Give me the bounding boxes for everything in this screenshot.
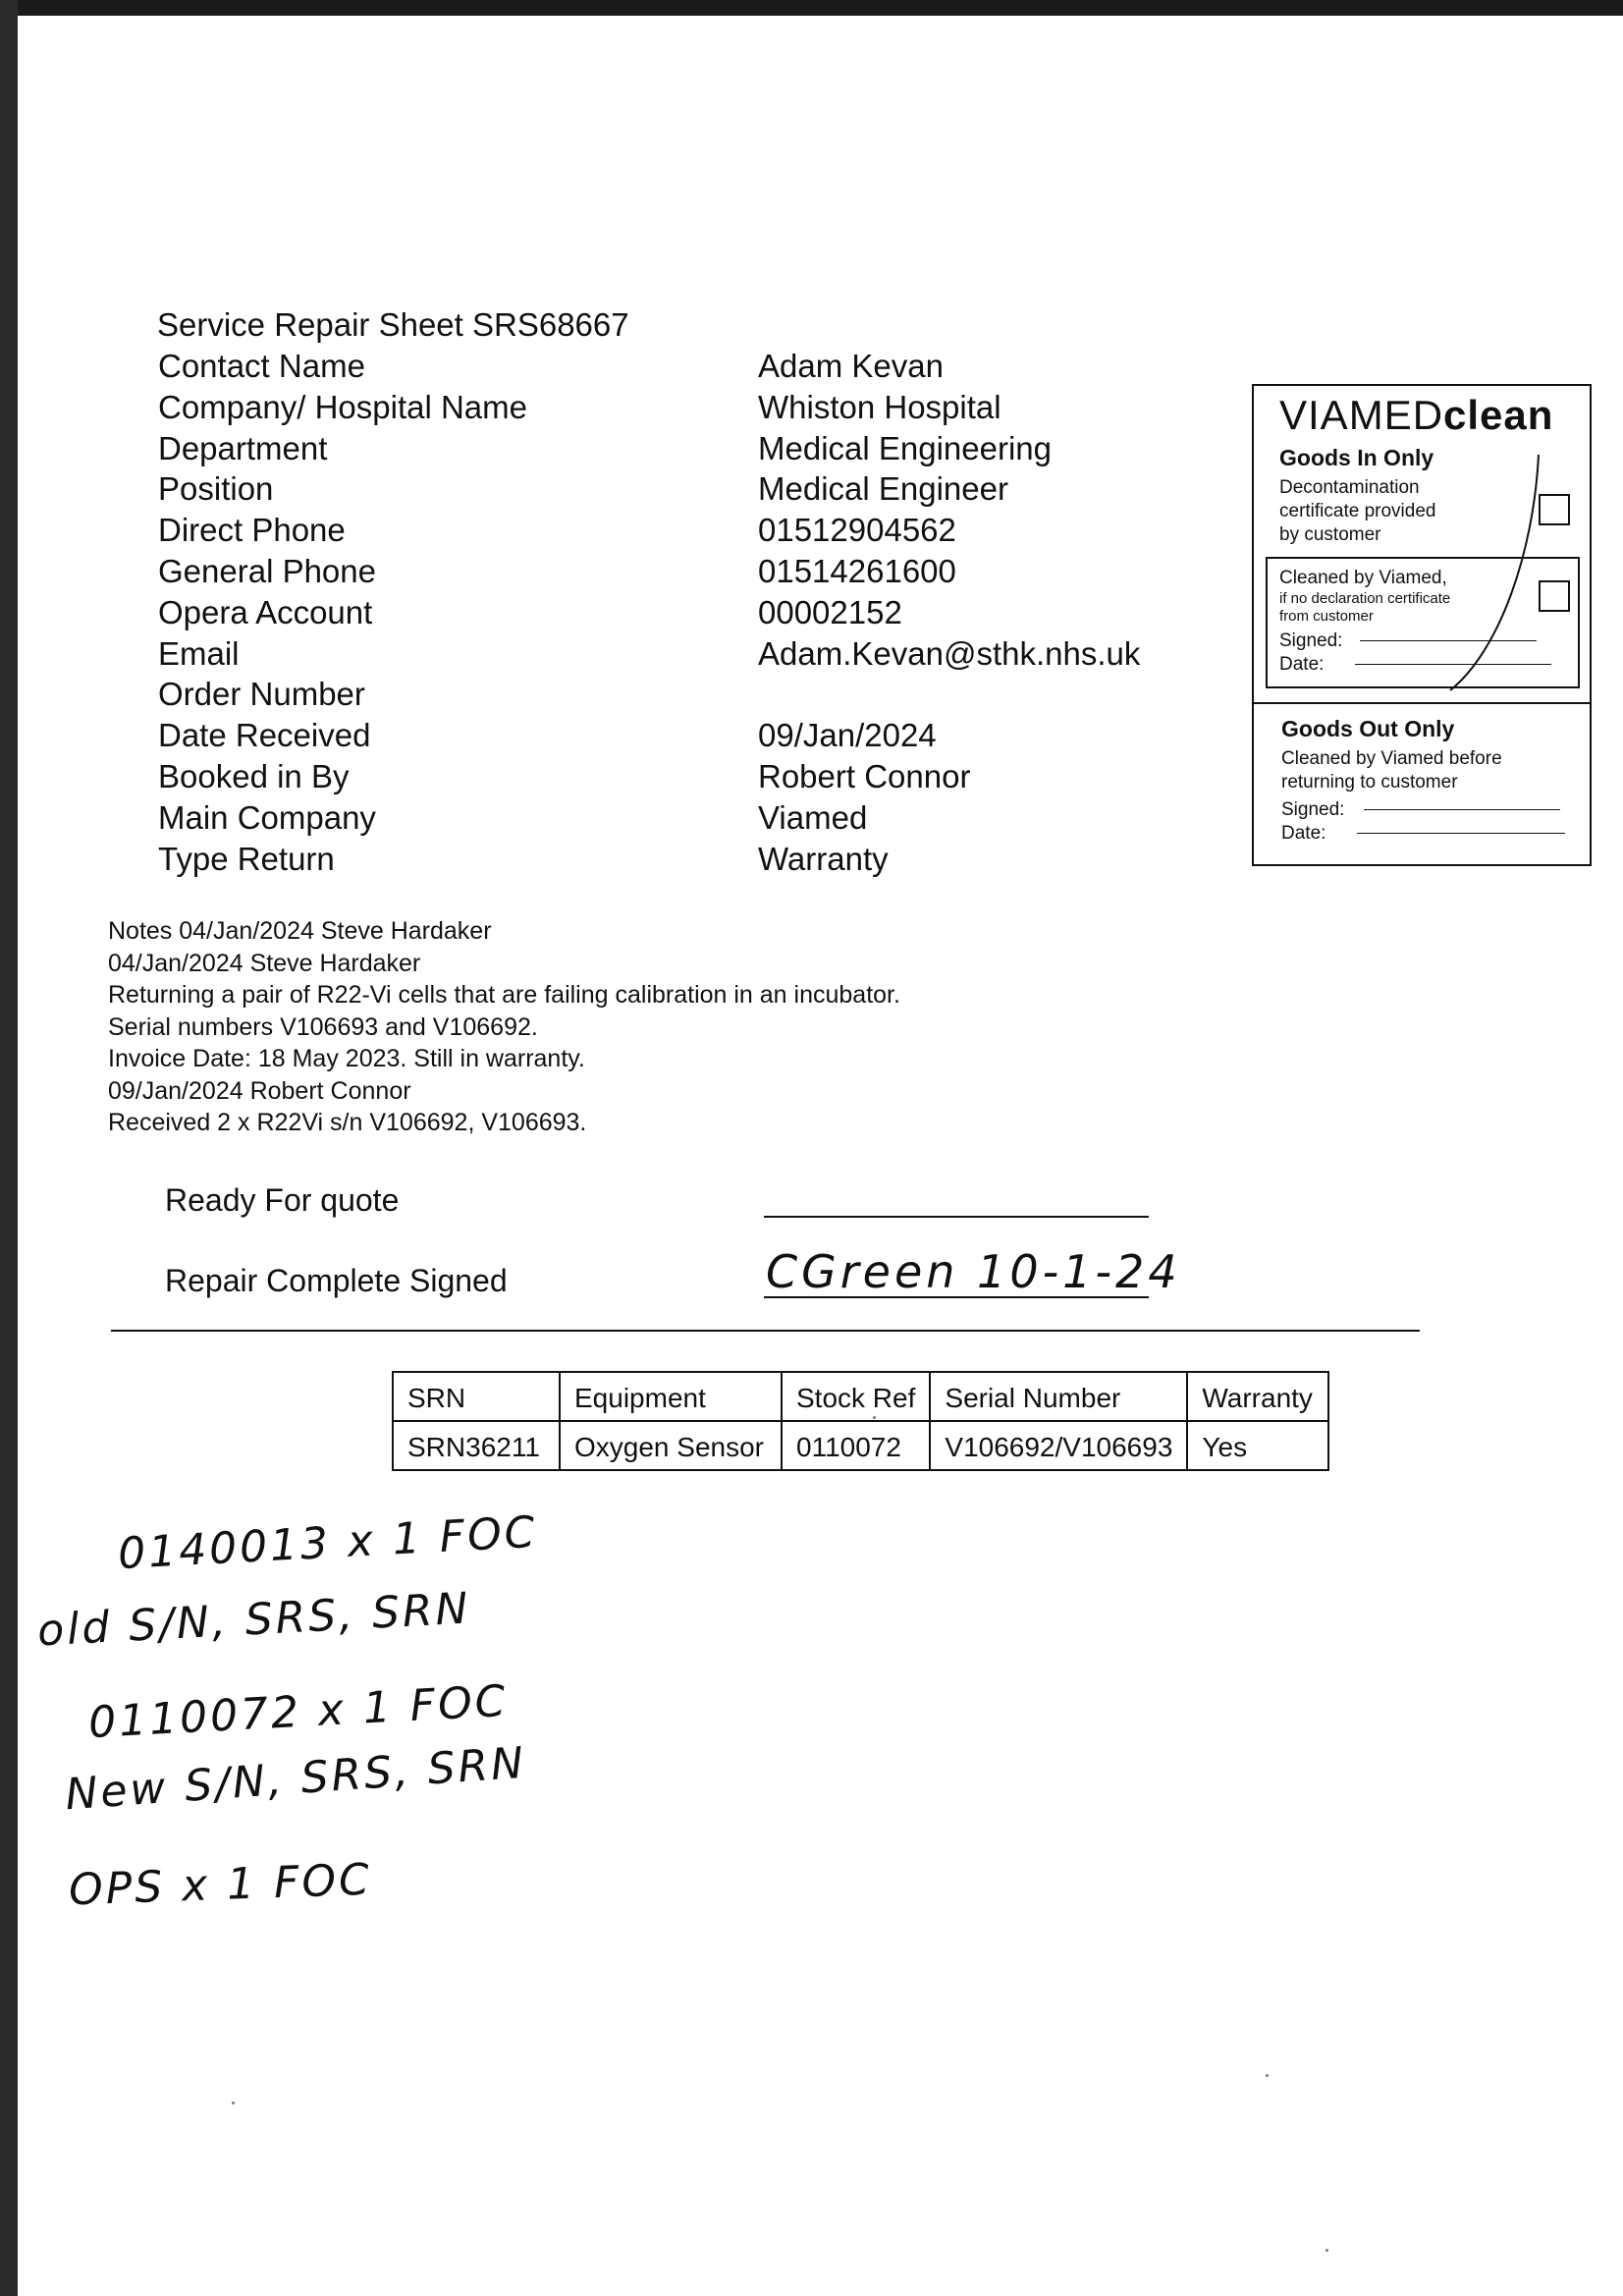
handwritten-line: 0110072 x 1 FOC xyxy=(86,1675,510,1749)
date-label: Date: xyxy=(1281,823,1326,844)
signed-label: Signed: xyxy=(1279,630,1343,651)
field-value: Medical Engineering xyxy=(758,429,1053,466)
repair-complete-line xyxy=(764,1296,1149,1298)
note-line: Received 2 x R22Vi s/n V106692, V106693. xyxy=(108,1109,587,1136)
field-value: Robert Connor xyxy=(758,757,971,794)
note-line: Returning a pair of R22-Vi cells that are failing calibration in an incubator. xyxy=(108,981,900,1009)
field-values xyxy=(758,346,1140,879)
sheet-title: Service Repair Sheet SRS68667 xyxy=(157,306,629,343)
date-label: Date: xyxy=(1279,654,1325,675)
ready-for-quote-line xyxy=(764,1216,1149,1218)
goods-out-text xyxy=(1281,747,1502,794)
scan-edge-left xyxy=(0,0,18,2296)
goods-in-line: Decontamination xyxy=(1279,477,1420,498)
goods-out-title: Goods Out Only xyxy=(1281,716,1455,741)
cleaned-by-text: Cleaned by Viamed, xyxy=(1279,568,1447,588)
field-value: 00002152 xyxy=(758,593,902,630)
brand-bold: clean xyxy=(1443,392,1554,438)
handwritten-line: old S/N, SRS, SRN xyxy=(35,1583,472,1657)
goods-in-line: certificate provided xyxy=(1279,501,1436,521)
notes-block xyxy=(108,915,900,1139)
note-line: Invoice Date: 18 May 2023. Still in warranty. xyxy=(108,1045,585,1072)
table-header-row xyxy=(393,1372,1328,1421)
table-cell: Yes xyxy=(1187,1421,1328,1470)
field-value: Viamed xyxy=(758,798,868,836)
table-cell: SRN36211 xyxy=(393,1421,560,1470)
signed-label: Signed: xyxy=(1281,799,1345,820)
handwritten-line: 0140013 x 1 FOC xyxy=(116,1506,539,1580)
goods-in-title: Goods In Only xyxy=(1279,445,1434,470)
goods-in-line: by customer xyxy=(1279,524,1381,545)
declaration-line: from customer xyxy=(1279,608,1374,625)
field-label: Opera Account xyxy=(158,593,373,630)
note-line: Serial numbers V106693 and V106692. xyxy=(108,1012,538,1041)
goods-out-date-row xyxy=(1281,822,1565,846)
field-label: Email xyxy=(158,634,240,672)
scan-speck xyxy=(1325,2249,1328,2252)
goods-out-signed-row xyxy=(1281,798,1560,822)
ready-for-quote-label: Ready For quote xyxy=(165,1182,400,1218)
section-divider xyxy=(111,1330,1420,1332)
goods-out-line: Cleaned by Viamed before xyxy=(1281,748,1502,769)
field-label: Main Company xyxy=(158,798,376,836)
table-row xyxy=(393,1421,1328,1470)
scan-speck xyxy=(1266,2074,1269,2077)
table-header-cell: Stock Ref xyxy=(782,1372,930,1421)
repair-complete-label: Repair Complete Signed xyxy=(165,1263,508,1298)
note-line: Notes 04/Jan/2024 Steve Hardaker xyxy=(108,917,492,945)
equipment-table xyxy=(392,1371,1329,1471)
field-value: Warranty xyxy=(758,840,889,877)
field-label: Booked in By xyxy=(158,757,350,794)
scan-speck xyxy=(873,1416,876,1419)
field-label: Order Number xyxy=(158,676,365,713)
field-value: 01514261600 xyxy=(758,552,956,589)
scan-speck xyxy=(232,2102,235,2105)
table-cell: V106692/V106693 xyxy=(930,1421,1187,1470)
handwritten-line: OPS x 1 FOC xyxy=(68,1854,373,1916)
field-label: Direct Phone xyxy=(158,512,346,549)
field-value xyxy=(758,674,1140,715)
field-value: 01512904562 xyxy=(758,512,956,549)
table-header-cell: SRN xyxy=(393,1372,560,1421)
field-value: Medical Engineer xyxy=(758,470,1008,508)
table-header-cell: Serial Number xyxy=(930,1372,1187,1421)
field-label: Department xyxy=(158,429,328,466)
field-value: Adam Kevan xyxy=(758,348,944,384)
table-cell: 0110072 xyxy=(782,1421,930,1470)
table-header-cell: Equipment xyxy=(560,1372,782,1421)
field-label: Position xyxy=(158,470,274,508)
scan-edge-top xyxy=(0,0,1623,16)
field-value: 09/Jan/2024 xyxy=(758,717,937,754)
table-cell: Oxygen Sensor xyxy=(560,1421,782,1470)
field-label: Type Return xyxy=(158,840,335,877)
field-value: Adam.Kevan@sthk.nhs.uk xyxy=(758,634,1141,672)
field-labels xyxy=(158,346,527,879)
note-line: 09/Jan/2024 Robert Connor xyxy=(108,1076,411,1105)
field-label: General Phone xyxy=(158,552,376,589)
stamp-divider xyxy=(1254,702,1590,704)
note-line: 04/Jan/2024 Steve Hardaker xyxy=(108,949,421,977)
field-label: Company/ Hospital Name xyxy=(158,388,527,425)
brand-light: VIAMED xyxy=(1279,392,1444,438)
table-header-cell: Warranty xyxy=(1187,1372,1328,1421)
field-label: Date Received xyxy=(158,717,371,754)
handwritten-line: New S/N, SRS, SRN xyxy=(63,1737,528,1821)
viamed-clean-stamp xyxy=(1252,384,1592,866)
goods-out-line: returning to customer xyxy=(1281,772,1458,793)
field-value: Whiston Hospital xyxy=(758,388,1001,425)
field-label: Contact Name xyxy=(158,348,365,384)
repair-signature: CGreen 10-1-24 xyxy=(766,1245,1181,1298)
declaration-line: if no declaration certificate xyxy=(1279,590,1451,607)
